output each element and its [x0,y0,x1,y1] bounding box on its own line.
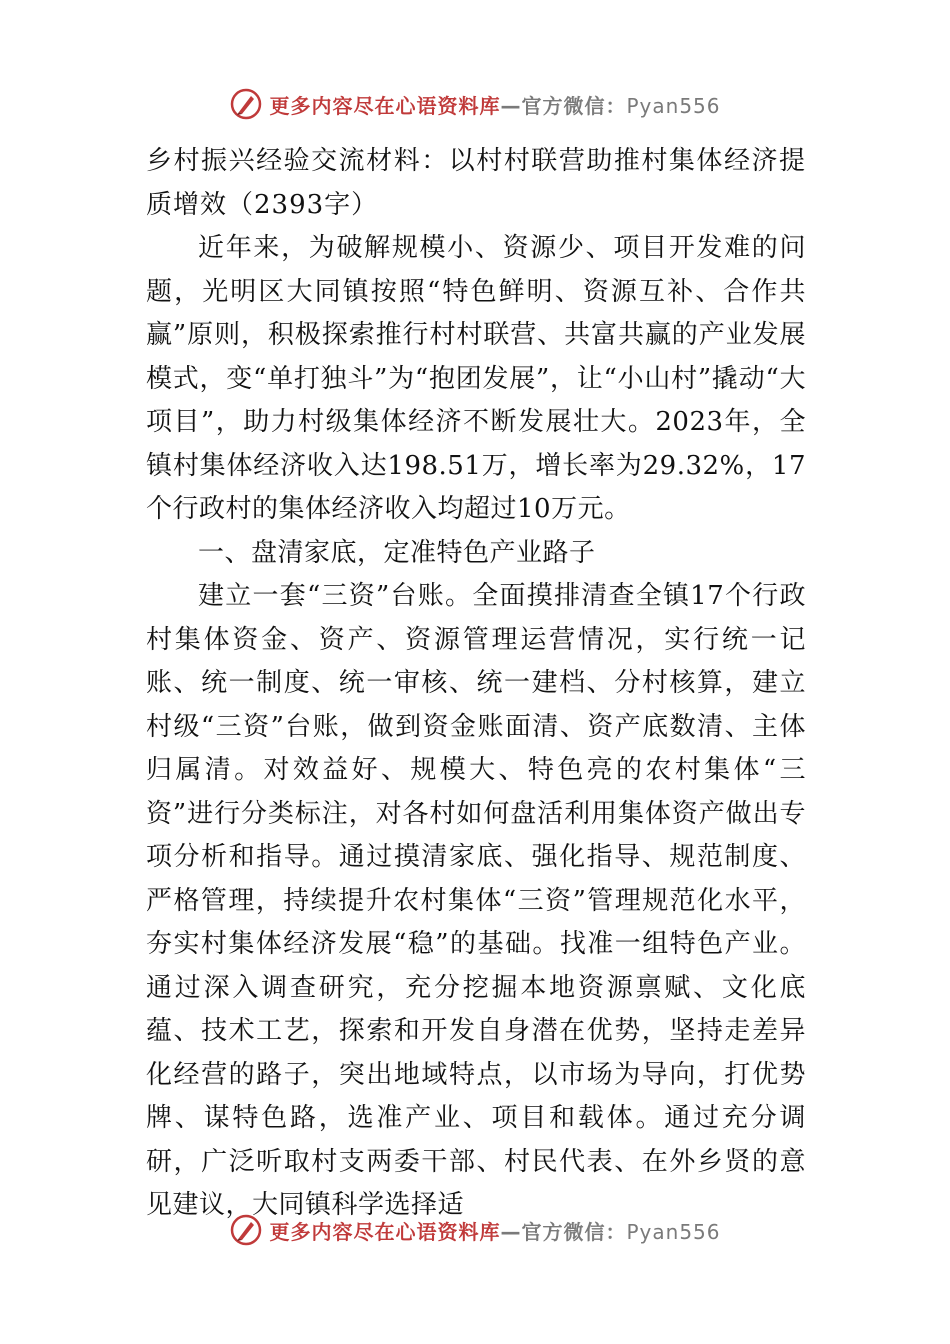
watermark-main: 更多内容尽在心语资料库 [269,93,501,118]
watermark-banner-top [0,84,950,124]
watermark-separator: — [500,93,522,118]
pen-logo-icon [229,1213,263,1247]
section-heading: 一、盘清家底，定准特色产业路子 [198,537,596,568]
watermark-sub: 官方微信： [521,93,627,118]
intro-paragraph: 近年来，为破解规模小、资源少、项目开发难的问题，光明区大同镇按照“特色鲜明、资源互补、合作共赢”原则，积极探索推行村村联营、共富共赢的产业发展模式，变“单打独斗”为“抱团发展”，让“小山村”撬动“大项目”，助力村级集体经济不断发展壮大。2023年，全镇村集体经济收入达198.51万，增长率为29.32%，17个行政村的集体经济收入均超过10万元。 [146,233,806,524]
pen-logo-icon [229,87,263,121]
watermark-separator: — [500,1219,522,1244]
watermark-text [269,1216,720,1245]
document-title: 乡村振兴经验交流材料：以村村联营助推村集体经济提质增效（2393字） [146,146,806,220]
watermark-text [269,90,720,119]
watermark-main: 更多内容尽在心语资料库 [269,1219,501,1244]
watermark-id: Pyan556 [626,93,721,118]
watermark-sub: 官方微信： [521,1219,627,1244]
document-body [146,140,806,1228]
watermark-banner-bottom [0,1210,950,1250]
section-paragraph: 建立一套“三资”台账。全面摸排清查全镇17个行政村集体资金、资产、资源管理运营情况，实行统一记账、统一制度、统一审核、统一建档、分村核算，建立村级“三资”台账，做到资金账面清、资产底数清、主体归属清。对效益好、规模大、特色亮的农村集体“三资”进行分类标注，对各村如何盘活利用集体资产做出专项分析和指导。通过摸清家底、强化指导、规范制度、严格管理，持续提升农村集体“三资”管理规范化水平，夯实村集体经济发展“稳”的基础。找准一组特色产业。通过深入调查研究，充分挖掘本地资源禀赋、文化底蕴、技术工艺，探索和开发自身潜在优势，坚持走差异化经营的路子，突出地域特点，以市场为导向，打优势牌、谋特色路，选准产业、项目和载体。通过充分调研，广泛听取村支两委干部、村民代表、在外乡贤的意见建议，大同镇科学选择适 [146,581,806,1220]
watermark-id: Pyan556 [626,1219,721,1244]
